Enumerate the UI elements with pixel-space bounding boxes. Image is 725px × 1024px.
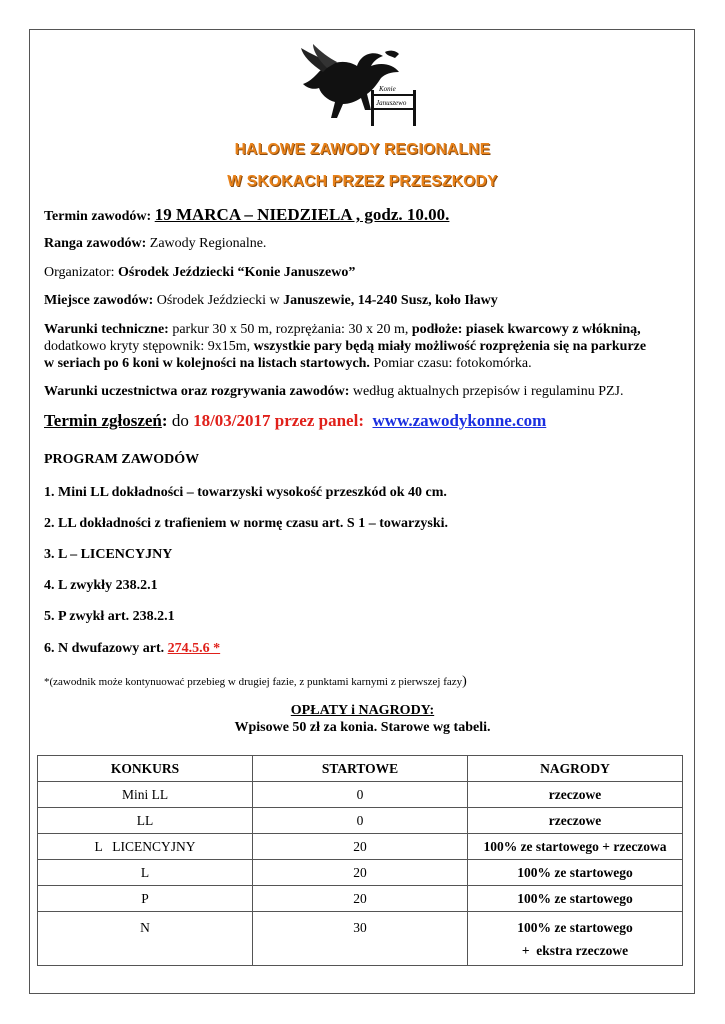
miejsce-zawodow [44,292,498,309]
cell-nagrody: 100% ze startowego [468,886,683,912]
program-heading: PROGRAM ZAWODÓW [44,452,200,467]
cell-nagrody: rzeczowe [468,782,683,808]
warunki-tech-text1: parkur 30 x 50 m, rozprężania: 30 x 20 m, [172,322,409,337]
cell-konkurs: L [38,860,253,886]
termin-zgloszen [44,411,546,431]
header-nagrody: NAGRODY [468,756,683,782]
table-row [38,834,683,860]
program-item-2: 2. LL dokładności z trafieniem w normę czasu art. S 1 – towarzyski. [44,516,449,531]
cell-konkurs: P [38,886,253,912]
table-row [38,886,683,912]
fees-table [37,755,683,966]
organizator-value: Ośrodek Jeździecki “Konie Januszewo” [118,265,356,280]
table-row [38,912,683,966]
table-row [38,808,683,834]
warunki-uczest-value: według aktualnych przepisów i regulaminu PZJ. [352,384,624,399]
warunki-techniczne [44,321,684,372]
table-row [38,860,683,886]
warunki-tech-bold1: podłoże: piasek kwarcowy z włókniną, [411,322,641,337]
warunki-tech-text3: Pomiar czasu: fotokomórka. [373,356,532,371]
pegasus-icon [297,44,419,128]
logo-text-1: Konie [379,85,396,93]
program-item-3: 3. L – LICENCYJNY [44,547,173,562]
cell-nagrody: rzeczowe [468,808,683,834]
cell-startowe: 0 [253,808,468,834]
termin-label: Termin zawodów: [44,209,152,224]
zgloszenia-do: do [171,411,189,430]
title-line-2: W SKOKACH PRZEZ PRZESZKODY [227,173,498,190]
cell-startowe: 20 [253,860,468,886]
termin-zawodow [44,206,449,225]
program-footnote [44,673,467,691]
table-header-row [38,756,683,782]
organizator-label: Organizator: [44,265,115,280]
logo-text-2: Januszewo [376,99,407,107]
cell-konkurs: L LICENCYJNY [38,834,253,860]
program-footnote-text: *(zawodnik może kontynuować przebieg w drugiej fazie, z punktami karnymi z pierwszej fazy [44,676,463,688]
warunki-tech-bold2: wszystkie pary będą miały możliwość rozprężenia się na parkurze [253,339,647,354]
program-item-4: 4. L zwykły 238.2.1 [44,578,158,593]
zgloszenia-label: Termin zgłoszeń [44,411,162,430]
program-item-6-ref: 274.5.6 * [167,641,221,656]
ranga-value: Zawody Regionalne. [149,236,267,251]
warunki-tech-text2: dodatkowo kryty stępownik: 9x15m, [44,339,251,354]
program-item-1: 1. Mini LL dokładności – towarzyski wysokość przeszkód ok 40 cm. [44,485,447,500]
warunki-uczestnictwa [44,383,623,400]
header-konkurs: KONKURS [38,756,253,782]
cell-nagrody [468,912,683,966]
cell-konkurs: N [38,912,253,966]
cell-startowe: 20 [253,886,468,912]
cell-startowe: 0 [253,782,468,808]
program-item-6-prefix: 6. N dwufazowy art. [44,641,165,656]
ranga-label: Ranga zawodów: [44,236,147,251]
miejsce-value-plain: Ośrodek Jeździecki w [156,293,284,308]
miejsce-value-bold: Januszewie, 14-240 Susz, koło Iławy [283,293,498,308]
warunki-tech-label: Warunki techniczne: [44,322,169,337]
zgloszenia-colon: : [161,411,168,430]
organizator [44,264,355,281]
cell-konkurs: LL [38,808,253,834]
zgloszenia-date: 18/03/2017 przez panel: [193,411,364,430]
ranga-zawodow [44,235,266,252]
termin-value: 19 MARCA – NIEDZIELA , godz. 10.00. [154,205,450,224]
cell-nagrody-line1: 100% ze startowego [517,920,633,935]
title-line-1: HALOWE ZAWODY REGIONALNE [234,141,491,158]
program-item-6 [44,640,220,657]
warunki-tech-bold3: w seriach po 6 koni w kolejności na listach startowych. [44,356,370,371]
table-row [38,782,683,808]
cell-nagrody: 100% ze startowego + rzeczowa [468,834,683,860]
program-item-5: 5. P zwykł art. 238.2.1 [44,609,175,624]
cell-konkurs: Mini LL [38,782,253,808]
zgloszenia-link[interactable]: www.zawodykonne.com [372,411,547,430]
cell-nagrody: 100% ze startowego [468,860,683,886]
warunki-uczest-label: Warunki uczestnictwa oraz rozgrywania zawodów: [44,384,350,399]
cell-startowe: 30 [253,912,468,966]
cell-nagrody-line2: + ekstra rzeczowe [521,943,629,958]
miejsce-label: Miejsce zawodów: [44,293,154,308]
program-footnote-close: ) [462,674,467,689]
cell-startowe: 20 [253,834,468,860]
oplaty-subheading: Wpisowe 50 zł za konia. Starowe wg tabeli. [234,720,491,735]
logo [297,44,419,128]
header-startowe: STARTOWE [253,756,468,782]
oplaty-heading: OPŁATY i NAGRODY: [290,703,435,718]
